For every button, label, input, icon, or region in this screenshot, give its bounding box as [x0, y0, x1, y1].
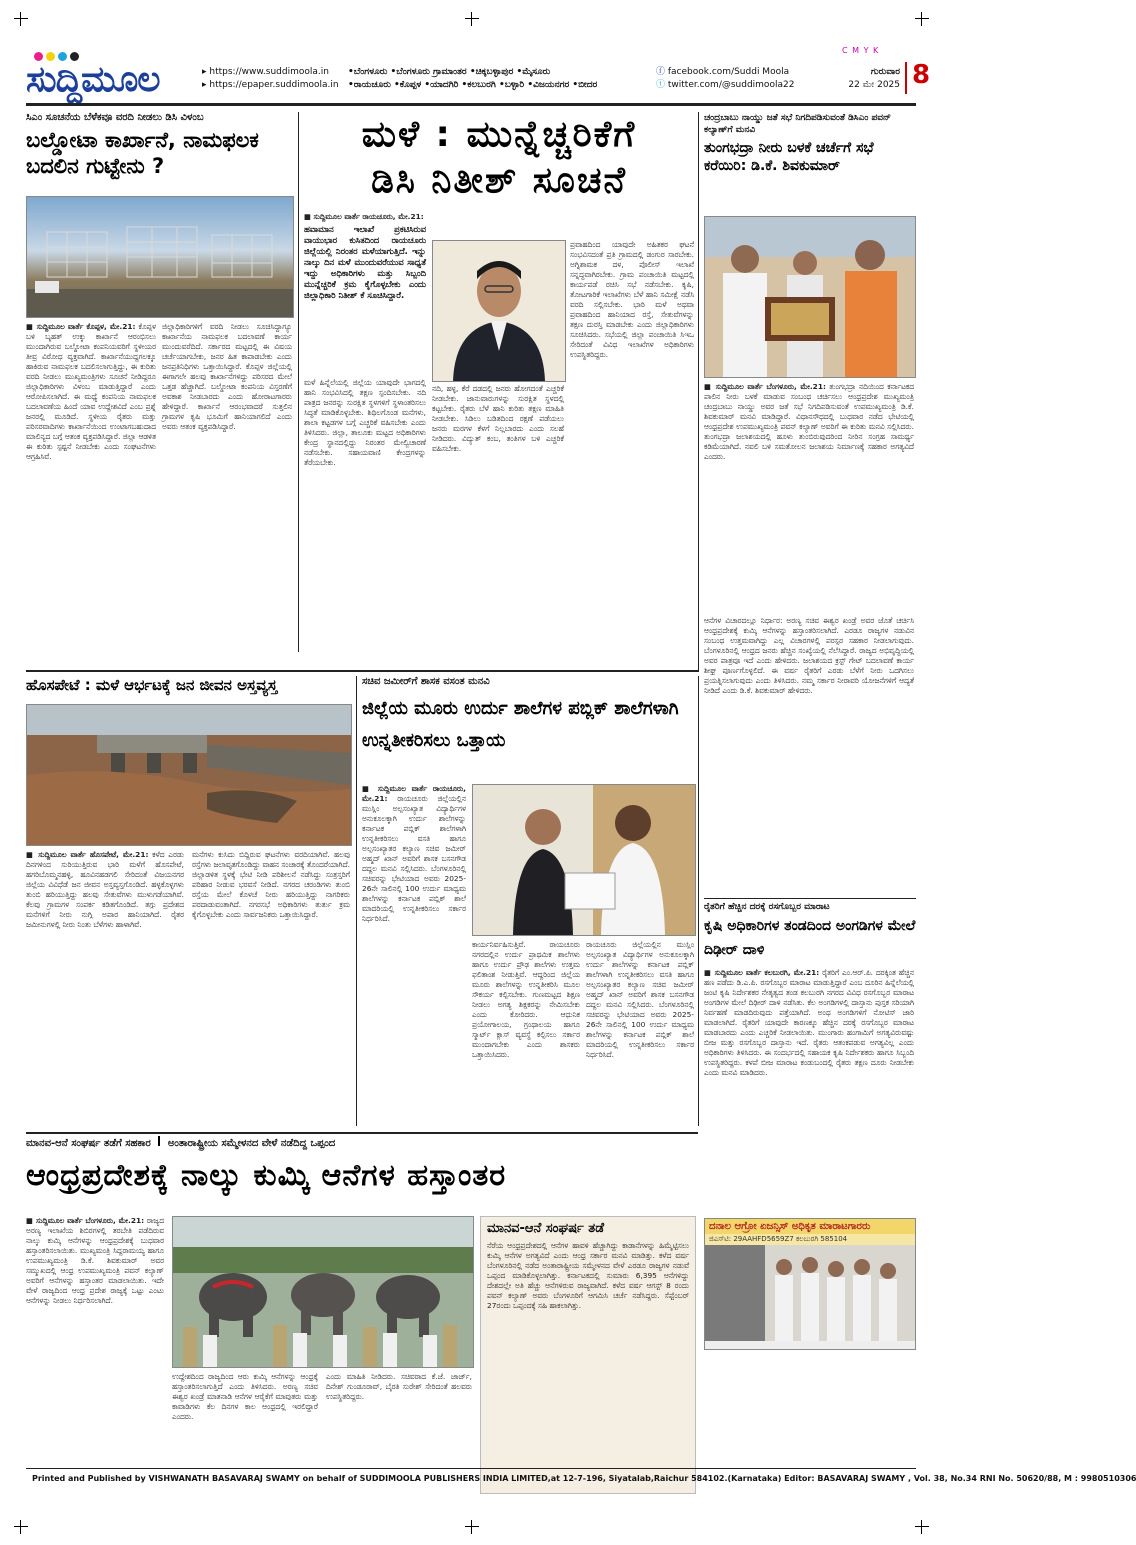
dateline: ■ ಸುದ್ದಿಮೂಲ ವಾರ್ತೆ ಹೊಸಪೇಟೆ, ಮೇ.21: — [26, 850, 149, 859]
masthead-rule — [26, 103, 916, 106]
footer-rule — [26, 1468, 916, 1469]
registration-mark — [14, 1520, 28, 1534]
registration-mark — [465, 1520, 479, 1534]
story-fertilizer-raid — [704, 898, 916, 1368]
registration-mark — [465, 12, 479, 26]
weekday: ಗುರುವಾರ — [870, 67, 900, 77]
story-text: ರೈತರಿಗೆ ಎಂ.ಆರ್.ಪಿ. ದರಕ್ಕಿಂತ ಹೆಚ್ಚಿನ ಹಣ ಪಡೆದು ಡಿ.ಎ.ಪಿ. ರಸಗೊಬ್ಬರ ಮಾರಾಟ ಮಾಡುತ್ತಿದ್ದಾರೆ ಎಂಬ ದೂರಿನ ಹಿನ್ನೆಲೆಯಲ್ಲಿ ಜಂಟಿ ಕೃಷಿ ನಿರ್ದೇಶಕರ ನೇತೃತ್ವದ ತಂಡ ಕಲಬುರಗಿ ನಗರದ ವಿವಿಧ ರಸಗೊಬ್ಬರ ಮಾರಾಟ ಅಂಗಡಿಗಳ ಮೇಲೆ ದಿಢೀರ್ ದಾಳಿ ನಡೆಸಿತು. ಕೆಲ ಅಂಗಡಿಗಳಲ್ಲಿ ದಾಸ್ತಾನು ಪುಸ್ತಕ ಸರಿಯಾಗಿ ನಿರ್ವಹಣೆ ಮಾಡದಿರುವುದು ಪತ್ತೆಯಾಗಿದೆ. ಅಂಥ ಅಂಗಡಿಗಳಿಗೆ ನೋಟಿಸ್ ಜಾರಿ ಮಾಡಲಾಗಿದೆ. ರೈತರಿಗೆ ಯಾವುದೇ ಕಾರಣಕ್ಕೂ ಹೆಚ್ಚಿನ ದರಕ್ಕೆ ರಸಗೊಬ್ಬರ ಮಾರಾಟ ಮಾಡಬಾರದು ಎಂದು ಎಚ್ಚರಿಕೆ ನೀಡಲಾಯಿತು. ಮುಂಗಾರು ಹಂಗಾಮಿಗೆ ಅಗತ್ಯವಿರುವಷ್ಟು ಬೀಜ ಮತ್ತು ರಸಗೊಬ್ಬರ ದಾಸ್ತಾನು ಇದೆ. ರೈತರು ಆತಂಕಪಡುವ ಅಗತ್ಯವಿಲ್ಲ ಎಂದು ಅಧಿಕಾರಿಗಳು ತಿಳಿಸಿದರು. ಈ ಸಂದರ್ಭದಲ್ಲಿ ಸಹಾಯಕ ಕೃಷಿ ನಿರ್ದೇಶಕರು ಹಾಗೂ ಸಿಬ್ಬಂದಿ ಉಪಸ್ಥಿತರಿದ್ದರು. ಕಳಪೆ ಬೀಜ ಮಾರಾಟ ಕಂಡುಬಂದಲ್ಲಿ ರೈತರು ತಕ್ಷಣ ದೂರು ನೀಡಬೇಕು ಎಂದು ಮನವಿ ಮಾಡಿದರು. — [704, 968, 915, 1077]
kicker: ಸಿಎಂ ಸೂಚನೆಯ ಬೆಳೆಕವೂ ವರದಿ ನೀಡಲು ಡಿಸಿ ವಿಳಂಬ — [26, 112, 204, 123]
story-text: ಕಾರ್ಯನಿರ್ವಹಿಸುತ್ತಿವೆ. ರಾಯಚೂರು ನಗರದಲ್ಲಿನ ಉರ್ದು ಪ್ರಾಥಮಿಕ ಶಾಲೆಗಳು ಹಾಗೂ ಉರ್ದು ಪ್ರೌಢ ಶಾಲೆಗಳು ಉತ್ತಮ ಫಲಿತಾಂಶ ನೀಡುತ್ತಿವೆ. ಆದ್ದರಿಂದ ಜಿಲ್ಲೆಯ ಮೂರು ಶಾಲೆಗಳನ್ನು ಉನ್ನತೀಕರಿಸಿ ಮೂಲ ಸೌಕರ್ಯ ಕಲ್ಪಿಸಬೇಕು. ಗುಣಮಟ್ಟದ ಶಿಕ್ಷಣ ನೀಡಲು ಅಗತ್ಯ ಶಿಕ್ಷಕರನ್ನು ನೇಮಿಸಬೇಕು ಎಂದು ಕೋರಿದರು. ಆಧುನಿಕ ಪ್ರಯೋಗಾಲಯ, ಗ್ರಂಥಾಲಯ ಹಾಗೂ ಸ್ಮಾರ್ಟ್ ಕ್ಲಾಸ್ ವ್ಯವಸ್ಥೆ ಕಲ್ಪಿಸಲು ಸರ್ಕಾರ ಮುಂದಾಗಬೇಕು ಎಂದು ಶಾಸಕರು ಒತ್ತಾಯಿಸಿದರು. — [472, 940, 580, 1059]
facebook-icon: ⓕ — [656, 67, 668, 77]
info-box — [480, 1216, 696, 1494]
info-box-text: ನೆರೆಯ ಆಂಧ್ರಪ್ರದೇಶದಲ್ಲಿ ಆನೆಗಳ ಹಾವಳಿ ಹೆಚ್ಚಾಗಿದ್ದು ಕಾಡಾನೆಗಳನ್ನು ಹಿಮ್ಮೆಟ್ಟಿಸಲು ಕುಮ್ಕಿ ಆನೆಗಳ ಅಗತ್ಯವಿದೆ ಎಂದು ಆಂಧ್ರ ಸರ್ಕಾರ ಮನವಿ ಮಾಡಿತ್ತು. ಕಳೆದ ವರ್ಷ ಬೆಂಗಳೂರಿನಲ್ಲಿ ನಡೆದ ಅಂತಾರಾಷ್ಟ್ರೀಯ ಸಮ್ಮೇಳನದ ವೇಳೆ ಎರಡೂ ರಾಜ್ಯಗಳ ನಡುವೆ ಒಪ್ಪಂದ ಮಾಡಿಕೊಳ್ಳಲಾಗಿತ್ತು. ಕರ್ನಾಟಕದಲ್ಲಿ ಸುಮಾರು 6,395 ಆನೆಗಳಿದ್ದು ದೇಶದಲ್ಲೇ ಅತಿ ಹೆಚ್ಚು ಆನೆಗಳಿರುವ ರಾಜ್ಯವಾಗಿದೆ. ಕಳೆದ ವರ್ಷ ಆಗಸ್ಟ್ 8 ರಂದು ಪವನ್ ಕಲ್ಯಾಣ್ ಅವರು ಬೆಂಗಳೂರಿಗೆ ಆಗಮಿಸಿ ಚರ್ಚೆ ನಡೆಸಿದ್ದರು. ಸೆಪ್ಟೆಂಬರ್ 27ರಂದು ಒಪ್ಪಂದಕ್ಕೆ ಸಹಿ ಹಾಕಲಾಗಿತ್ತು. — [487, 1241, 689, 1311]
info-box-title: ಮಾನವ-ಆನೆ ಸಂಘರ್ಷ ತಡೆ — [487, 1221, 604, 1236]
people-illustration — [705, 217, 915, 377]
epaper-link[interactable]: https://epaper.suddimoola.in — [209, 80, 339, 90]
headline: ಕೃಷಿ ಅಧಿಕಾರಿಗಳ ತಂಡದಿಂದ ಅಂಗಡಿಗಳ ಮೇಲೆ ದಿಢೀರ್ ದಾಳಿ — [704, 918, 916, 958]
headline: ಬಲ್ಡೋಟಾ ಕಾರ್ಖಾನೆ, ನಾಮಫಲಕ ಬದಲಿನ ಗುಟ್ಟೇನು ? — [26, 128, 259, 179]
story-body-col-2 — [192, 850, 350, 1120]
story-tungabhadra — [704, 112, 916, 892]
story-text: ಪ್ರವಾಹದಿಂದ ಯಾವುದೇ ಅಹಿತಕರ ಘಟನೆ ಸಂಭವಿಸದಂತೆ ಪ್ರತಿ ಗ್ರಾಮದಲ್ಲಿ ಡಂಗುರ ಸಾರಬೇಕು. ಅಗ್ನಿಶಾಮಕ ದಳ, ಪೊಲೀಸ್ ಇಲಾಖೆ ಸನ್ನದ್ಧವಾಗಿರಬೇಕು. ಗ್ರಾಮ ಪಂಚಾಯಿತಿ ಮಟ್ಟದಲ್ಲಿ ಕಾರ್ಯಪಡೆ ರಚಿಸಿ ಸಭೆ ನಡೆಸಬೇಕು. ಕೃಷಿ, ತೋಟಗಾರಿಕೆ ಇಲಾಖೆಗಳು ಬೆಳೆ ಹಾನಿ ಸಮೀಕ್ಷೆ ನಡೆಸಿ ವರದಿ ಸಲ್ಲಿಸಬೇಕು. ಭಾರಿ ಮಳೆ ಅಥವಾ ಪ್ರವಾಹದಿಂದ ಹಾನಿಯಾದ ರಸ್ತೆ, ಸೇತುವೆಗಳನ್ನು ತಕ್ಷಣ ದುರಸ್ತಿ ಮಾಡಬೇಕು ಎಂದು ಜಿಲ್ಲಾಧಿಕಾರಿಗಳು ಸೂಚಿಸಿದರು. ಸಭೆಯಲ್ಲಿ ಜಿಲ್ಲಾ ಪಂಚಾಯಿತಿ ಸಿಇಒ ಸೇರಿದಂತೆ ವಿವಿಧ ಇಲಾಖೆಗಳ ಅಧಿಕಾರಿಗಳು ಉಪಸ್ಥಿತರಿದ್ದರು. — [570, 240, 694, 359]
story-text: ರಾಯಚೂರು ಜಿಲ್ಲೆಯಲ್ಲಿನ ಮುಸ್ಲಿಂ ಅಲ್ಪಸಂಖ್ಯಾತ ವಿದ್ಯಾರ್ಥಿಗಳ ಅನುಕೂಲಕ್ಕಾಗಿ ಉರ್ದು ಶಾಲೆಗಳನ್ನು ಕರ್ನಾಟಕ ಪಬ್ಲಿಕ್ ಶಾಲೆಗಳಾಗಿ ಉನ್ನತೀಕರಿಸಲು ವಸತಿ ಹಾಗೂ ಅಲ್ಪಸಂಖ್ಯಾತರ ಕಲ್ಯಾಣ ಸಚಿವ ಜಮೀರ್ ಅಹ್ಮದ್ ಖಾನ್ ಅವರಿಗೆ ಶಾಸಕ ಬಸನಗೌಡ ದದ್ದಲ ಮನವಿ ಸಲ್ಲಿಸಿದರು. ಬೆಂಗಳೂರಿನಲ್ಲಿ ಸಚಿವರನ್ನು ಭೇಟಿಯಾದ ಅವರು 2025-26ನೇ ಸಾಲಿನಲ್ಲಿ 100 ಉರ್ದು ಮಾಧ್ಯಮ ಶಾಲೆಗಳನ್ನು ಕರ್ನಾಟಕ ಪಬ್ಲಿಕ್ ಶಾಲೆ ಮಾದರಿಯಲ್ಲಿ ಉನ್ನತೀಕರಿಸಲು ಸರ್ಕಾರ ನಿರ್ಧರಿಸಿದೆ. — [586, 940, 694, 1059]
story-text: ಕಳೆದ ಎರಡು ದಿನಗಳಿಂದ ಸುರಿಯುತ್ತಿರುವ ಭಾರಿ ಮಳೆಗೆ ಹೊಸಪೇಟೆ, ಹಗರಿಬೊಮ್ಮನಹಳ್ಳಿ, ಹೂವಿನಹಡಗಲಿ ಸೇರಿದಂತೆ ವಿಜಯನಗರ ಜಿಲ್ಲೆಯ ವಿವಿಧೆಡೆ ಜನ ಜೀವನ ಅಸ್ತವ್ಯಸ್ತಗೊಂಡಿದೆ. ಹಳ್ಳಕೊಳ್ಳಗಳು ತುಂಬಿ ಹರಿಯುತ್ತಿದ್ದು ಹಲವು ಸೇತುವೆಗಳು ಮುಳುಗಡೆಯಾಗಿವೆ. ಕೆಲವು ಗ್ರಾಮಗಳ ಸಂಪರ್ಕ ಕಡಿತಗೊಂಡಿದೆ. ತಗ್ಗು ಪ್ರದೇಶದ ಮನೆಗಳಿಗೆ ನೀರು ನುಗ್ಗಿ ಅಪಾರ ಹಾನಿಯಾಗಿದೆ. ರೈತರ ಜಮೀನುಗಳಲ್ಲಿ ನೀರು ನಿಂತು ಬೆಳೆಗಳು ಹಾಳಾಗಿವೆ. — [26, 850, 184, 929]
story-urdu-schools — [362, 676, 696, 1126]
dateline: ■ ಸುದ್ದಿಮೂಲ ವಾರ್ತೆ ರಾಯಚೂರು, ಮೇ.21: — [362, 784, 466, 803]
imprint-line: Printed and Published by VISHWANATH BASAVARAJ SWAMY on behalf of SUDDIMOOLA PUBLISHERS INDIA LIMITED,at 12-7-196, Siyatalab,Raichur 584102.(Karnataka) Editor: BASAVARAJ SWAMY , Vol. 38, No.34 RNI No. 50620/88, M : 9980510306 — [32, 1474, 1136, 1483]
twitter-link[interactable]: twitter.com/@suddimoola22 — [667, 80, 795, 90]
dateline: ■ ಸುದ್ದಿಮೂಲ ವಾರ್ತೆ ಕೊಪ್ಪಳ, ಮೇ.21: — [26, 322, 136, 331]
date: 22 ಮೇ 2025 — [848, 80, 900, 90]
web-links — [202, 66, 339, 92]
shop-signboard: ದನಾಲ ಆಗ್ರೋ ಏಜನ್ಸಿಸ್ ಅಧಿಕೃತ ಮಾರಾಟಗಾರರು — [705, 1219, 915, 1234]
story-text: ಆನೆಗಳ ವಿಚಾರದಲ್ಲೂ ನಿರ್ಧಾರ: ಅರಣ್ಯ ಸಚಿವ ಈಶ್ವರ ಖಂಡ್ರೆ ಅವರ ಜೊತೆ ಚರ್ಚಿಸಿ ಆಂಧ್ರಪ್ರದೇಶಕ್ಕೆ ಕುಮ್ಕಿ ಆನೆಗಳನ್ನು ಹಸ್ತಾಂತರಿಸಲಾಗಿದೆ. ಎರಡೂ ರಾಜ್ಯಗಳ ನಡುವಿನ ಸಂಬಂಧ ಉತ್ತಮವಾಗಿದ್ದು ಎಲ್ಲ ವಿಚಾರಗಳಲ್ಲಿ ಪರಸ್ಪರ ಸಹಕಾರ ನೀಡಲಾಗುವುದು. ಬೆಂಗಳೂರಿನಲ್ಲಿ ಆಂಧ್ರದ ಜನರು ಹೆಚ್ಚಿನ ಸಂಖ್ಯೆಯಲ್ಲಿ ನೆಲೆಸಿದ್ದಾರೆ. ರಾಜ್ಯದ ಅಭಿವೃದ್ಧಿಯಲ್ಲಿ ಅವರ ಪಾತ್ರವೂ ಇದೆ ಎಂದು ಹೇಳಿದರು. ಜಲಾಶಯದ ಕ್ರಸ್ಟ್ ಗೇಟ್ ಬದಲಾವಣೆ ಕಾರ್ಯ ಶೀಘ್ರ ಪೂರ್ಣಗೊಳ್ಳಲಿದೆ. ಈ ವರ್ಷ ರೈತರಿಗೆ ಎರಡು ಬೆಳೆಗೆ ನೀರು ಒದಗಿಸಲು ಪ್ರಯತ್ನಿಸಲಾಗುವುದು ಎಂದು ತಿಳಿಸಿದರು. ನಮ್ಮ ಸರ್ಕಾರ ನೀರಾವರಿ ಯೋಜನೆಗಳಿಗೆ ಆದ್ಯತೆ ನೀಡಿದೆ ಎಂದು ಡಿ.ಕೆ. ಶಿವಕುಮಾರ್ ಹೇಳಿದರು. — [704, 616, 914, 695]
story-hospet — [26, 676, 352, 1126]
meeting-photo — [704, 216, 916, 378]
city-editions — [348, 66, 597, 92]
lead-col-2 — [432, 384, 564, 644]
dateline: ■ ಸುದ್ದಿಮೂಲ ವಾರ್ತೆ ಕಲಬುರಗಿ, ಮೇ.21: — [704, 968, 820, 977]
section-rule — [26, 1132, 698, 1134]
story-body-col-1 — [26, 850, 184, 1120]
story-body-col-2 — [172, 1372, 318, 1490]
registration-mark — [14, 12, 28, 26]
column-rule — [698, 676, 699, 1126]
social-links — [656, 66, 794, 92]
page-number: 8 — [912, 60, 931, 90]
factory-scaffold-illustration — [27, 197, 293, 317]
story-text: ತುಂಗಭದ್ರಾ ನದಿಯಿಂದ ಕರ್ನಾಟಕದ ಪಾಲಿನ ನೀರು ಬಳಕೆ ಮಾಡುವ ಸಂಬಂಧ ಚರ್ಚಿಸಲು ಆಂಧ್ರಪ್ರದೇಶ ಮುಖ್ಯಮಂತ್ರಿ ಚಂದ್ರಬಾಬು ನಾಯ್ಡು ಅವರ ಜತೆ ಸಭೆ ನಿಗದಿಪಡಿಸುವಂತೆ ಉಪಮುಖ್ಯಮಂತ್ರಿ ಡಿ.ಕೆ. ಶಿವಕುಮಾರ್ ಮನವಿ ಮಾಡಿದ್ದಾರೆ. ವಿಧಾನಸೌಧದಲ್ಲಿ ಬುಧವಾರ ನಡೆದ ಭೇಟಿಯಲ್ಲಿ ಆಂಧ್ರಪ್ರದೇಶ ಉಪಮುಖ್ಯಮಂತ್ರಿ ಪವನ್ ಕಲ್ಯಾಣ್ ಅವರಿಗೆ ಈ ಕುರಿತು ಮನವಿ ಸಲ್ಲಿಸಿದರು. ತುಂಗಭದ್ರಾ ಜಲಾಶಯದಲ್ಲಿ ಹೂಳು ತುಂಬಿರುವುದರಿಂದ ನೀರಿನ ಸಂಗ್ರಹ ಸಾಮರ್ಥ್ಯ ಕಡಿಮೆಯಾಗಿದೆ. ನವಲಿ ಬಳಿ ಸಮತೋಲನ ಜಲಾಶಯ ನಿರ್ಮಾಣಕ್ಕೆ ಸಹಕಾರ ಅಗತ್ಯವಿದೆ ಎಂದರು. — [704, 382, 914, 461]
dateline: ■ ಸುದ್ದಿಮೂಲ ವಾರ್ತೆ ಬೆಂಗಳೂರು, ಮೇ.21: — [26, 1216, 145, 1225]
officials-illustration — [705, 1245, 915, 1341]
column-rule — [698, 112, 699, 672]
shop-photo — [704, 1218, 916, 1350]
city-row-1: •ಬೆಂಗಳೂರು •ಬೆಂಗಳೂರು ಗ್ರಾಮಾಂತರ •ಚಿಕ್ಕಬಳ್ಳಾಪುರ •ಮೈಸೂರು — [348, 67, 551, 77]
elephants-handover-photo — [172, 1216, 474, 1368]
story-body-col-3 — [586, 940, 694, 1120]
story-baldota — [26, 112, 294, 652]
story-text: ಜಿಲ್ಲಾಧಿಕಾರಿಗಳಿಗೆ ವರದಿ ನೀಡಲು ಸೂಚಿಸಿದ್ದಾಗ್ಯೂ ಕಾರ್ಖಾನೆಯ ನಾಮಫಲಕ ಬದಲಾವಣೆ ಕಾರ್ಯ ಮುಂದುವರೆದಿದೆ. ಸರ್ಕಾರದ ಮಟ್ಟದಲ್ಲಿ ಈ ವಿಷಯ ಚರ್ಚೆಯಾಗಬೇಕು, ಜನರ ಹಿತ ಕಾಪಾಡಬೇಕು ಎಂದು ಜನಪ್ರತಿನಿಧಿಗಳು ಒತ್ತಾಯಿಸಿದ್ದಾರೆ. ಕೊಪ್ಪಳ ಜಿಲ್ಲೆಯಲ್ಲಿ ಈಗಾಗಲೇ ಹಲವು ಕಾರ್ಖಾನೆಗಳಿದ್ದು ಪರಿಸರದ ಮೇಲೆ ಒತ್ತಡ ಹೆಚ್ಚಾಗಿದೆ. ಬಲ್ಡೋಟಾ ಕಂಪನಿಯ ವಿಸ್ತರಣೆಗೆ ಅವಕಾಶ ನೀಡಬಾರದು ಎಂದು ಹೋರಾಟಗಾರರು ಹೇಳಿದ್ದಾರೆ. ಕಾರ್ಖಾನೆ ಆರಂಭವಾದರೆ ಸುತ್ತಲಿನ ಗ್ರಾಮಗಳ ಕೃಷಿ ಭೂಮಿಗೆ ಹಾನಿಯಾಗಲಿದೆ ಎಂದು ಅವರು ಆತಂಕ ವ್ಯಕ್ತಪಡಿಸಿದ್ದಾರೆ. — [162, 322, 292, 431]
headline: ತುಂಗಭದ್ರಾ ನೀರು ಬಳಕೆ ಚರ್ಚೆಗೆ ಸಭೆ ಕರೆಯಿರಿ: ಡಿ.ಕೆ. ಶಿವಕುಮಾರ್ — [704, 140, 874, 174]
headline-line-1: ಮಳೆ : ಮುನ್ನೆಚ್ಚರಿಕೆಗೆ — [361, 114, 637, 155]
headline: ಆಂಧ್ರಪ್ರದೇಶಕ್ಕೆ ನಾಲ್ಕು ಕುಮ್ಕಿ ಆನೆಗಳ ಹಸ್ತಾಂತರ — [26, 1158, 507, 1193]
people-illustration — [473, 785, 695, 935]
story-body-col-3 — [326, 1372, 472, 1490]
kicker-left: ಮಾನವ-ಆನೆ ಸಂಘರ್ಷ ತಡೆಗೆ ಸಹಕಾರ — [26, 1138, 151, 1149]
headline: ಹೊಸಪೇಟೆ : ಮಳೆ ಆರ್ಭಟಕ್ಕೆ ಜನ ಜೀವನ ಅಸ್ತವ್ಯಸ್ತ — [26, 676, 278, 694]
headline-line-2: ಡಿಸಿ ನಿತೀಶ್ ಸೂಚನೆ — [371, 160, 627, 201]
lead-intro: ಹವಾಮಾನ ಇಲಾಖೆ ಪ್ರಕಟಿಸಿರುವ ವಾಯುಭಾರ ಕುಸಿತದಿಂದ ರಾಯಚೂರು ಜಿಲ್ಲೆಯಲ್ಲಿ ನಿರಂತರ ಮಳೆಯಾಗುತ್ತಿದೆ. ಇನ್ನು ನಾಲ್ಕು ದಿನ ಮಳೆ ಮುಂದುವರೆಯುವ ಸಾಧ್ಯತೆ ಇದ್ದು ಅಧಿಕಾರಿಗಳು ಮತ್ತು ಸಿಬ್ಬಂದಿ ಮುನ್ನೆಚ್ಚರಿಕೆ ಕ್ರಮ ಕೈಗೊಳ್ಳಬೇಕು ಎಂದು ಜಿಲ್ಲಾಧಿಕಾರಿ ನಿತೀಶ್ ಕೆ ಸೂಚಿಸಿದ್ದಾರೆ. — [304, 224, 426, 300]
kicker: ರೈತರಿಗೆ ಹೆಚ್ಚಿನ ದರಕ್ಕೆ ರಸಗೊಬ್ಬರ ಮಾರಾಟ — [704, 902, 830, 912]
dc-portrait-photo — [432, 240, 566, 382]
registration-mark — [915, 12, 929, 26]
story-kumki-elephants — [26, 1136, 698, 1496]
website-link[interactable]: https://www.suddimoola.in — [209, 67, 329, 77]
dateline: ■ ಸುದ್ದಿಮೂಲ ವಾರ್ತೆ ಬೆಂಗಳೂರು, ಮೇ.21: — [704, 382, 826, 391]
column-rule — [298, 112, 299, 652]
flood-photo — [26, 704, 352, 846]
headline: ಜಿಲ್ಲೆಯ ಮೂರು ಉರ್ದು ಶಾಲೆಗಳ ಪಬ್ಲಿಕ್ ಶಾಲೆಗಳಾಗಿ ಉನ್ನತೀಕರಿಸಲು ಒತ್ತಾಯ — [362, 698, 679, 751]
story-body — [704, 382, 914, 872]
story-body-col-1 — [26, 322, 156, 644]
facebook-link[interactable]: facebook.com/Suddi Moola — [667, 67, 790, 77]
shop-signboard-sub: ಜಿಎಸ್‌ಟಿ: 29AAHFD5659Z7 ಕಲಬುರಗಿ 585104 — [705, 1234, 915, 1245]
logo: ಸುದ್ದಿಮೂಲ — [26, 58, 160, 100]
kicker — [26, 1136, 698, 1149]
kicker: ಚಂದ್ರಬಾಬು ನಾಯ್ಡು ಜತೆ ಸಭೆ ನಿಗದಿಪಡಿಸುವಂತೆ ಡಿಸಿಎಂ ಪವನ್ ಕಲ್ಯಾಣ್‌ಗೆ ಮನವಿ — [704, 113, 891, 135]
story-text: ಉದ್ದೇಶದಿಂದ ರಾಜ್ಯದಿಂದ ಆರು ಕುಮ್ಕಿ ಆನೆಗಳನ್ನು ಆಂಧ್ರಕ್ಕೆ ಹಸ್ತಾಂತರಿಸಲಾಗುತ್ತಿದೆ ಎಂದು ತಿಳಿಸಿದರು. ಅರಣ್ಯ ಸಚಿವ ಈಶ್ವರ ಖಂಡ್ರೆ ಮಾತನಾಡಿ ಆನೆಗಳ ಆರೈಕೆಗೆ ಮಾವುತರು ಮತ್ತು ಕಾವಾಡಿಗಳು ಕೆಲ ದಿನಗಳ ಕಾಲ ಆಂಧ್ರದಲ್ಲಿ ಇರಲಿದ್ದಾರೆ ಎಂದರು. — [172, 1372, 318, 1421]
story-rain-lead — [304, 112, 694, 657]
kicker-divider — [158, 1136, 160, 1146]
globe-icon: ▸ — [202, 80, 210, 90]
story-text: ರಾಯಚೂರು ಜಿಲ್ಲೆಯಲ್ಲಿನ ಮುಸ್ಲಿಂ ಅಲ್ಪಸಂಖ್ಯಾತ ವಿದ್ಯಾರ್ಥಿಗಳ ಅನುಕೂಲಕ್ಕಾಗಿ ಉರ್ದು ಶಾಲೆಗಳನ್ನು ಕರ್ನಾಟಕ ಪಬ್ಲಿಕ್ ಶಾಲೆಗಳಾಗಿ ಉನ್ನತೀಕರಿಸಲು ವಸತಿ ಹಾಗೂ ಅಲ್ಪಸಂಖ್ಯಾತರ ಕಲ್ಯಾಣ ಸಚಿವ ಜಮೀರ್ ಅಹ್ಮದ್ ಖಾನ್ ಅವರಿಗೆ ಶಾಸಕ ಬಸನಗೌಡ ದದ್ದಲ ಮನವಿ ಸಲ್ಲಿಸಿದರು. ಬೆಂಗಳೂರಿನಲ್ಲಿ ಸಚಿವರನ್ನು ಭೇಟಿಯಾದ ಅವರು 2025-26ನೇ ಸಾಲಿನಲ್ಲಿ 100 ಉರ್ದು ಮಾಧ್ಯಮ ಶಾಲೆಗಳನ್ನು ಕರ್ನಾಟಕ ಪಬ್ಲಿಕ್ ಶಾಲೆ ಮಾದರಿಯಲ್ಲಿ ಉನ್ನತೀಕರಿಸಲು ಸರ್ಕಾರ ನಿರ್ಧರಿಸಿದೆ. — [362, 794, 466, 923]
story-text: ಎಂದು ಮಾಹಿತಿ ನೀಡಿದರು. ಸಚಿವರಾದ ಕೆ.ಜೆ. ಜಾರ್ಜ್, ದಿನೇಶ್ ಗುಂಡೂರಾವ್, ಬೈರತಿ ಸುರೇಶ್ ಸೇರಿದಂತೆ ಹಲವರು ಉಪಸ್ಥಿತರಿದ್ದರು. — [326, 1372, 472, 1401]
lead-col-1 — [304, 212, 426, 658]
section-rule — [26, 670, 698, 672]
person-illustration — [433, 241, 565, 381]
minister-meeting-photo — [472, 784, 696, 936]
story-text: ಮನೆಗಳು ಕುಸಿದು ಬಿದ್ದಿರುವ ಘಟನೆಗಳು ವರದಿಯಾಗಿವೆ. ಹಲವು ರಸ್ತೆಗಳು ಜಲಾವೃತಗೊಂಡಿದ್ದು ವಾಹನ ಸಂಚಾರಕ್ಕೆ ತೊಂದರೆಯಾಗಿದೆ. ಜಿಲ್ಲಾಡಳಿತ ಸ್ಥಳಕ್ಕೆ ಭೇಟಿ ನೀಡಿ ಪರಿಶೀಲನೆ ನಡೆಸಿದ್ದು ಸಂತ್ರಸ್ತರಿಗೆ ಪರಿಹಾರ ನೀಡುವ ಭರವಸೆ ನೀಡಿದೆ. ನಗರದ ಚರಂಡಿಗಳು ತುಂಬಿ ರಸ್ತೆಯ ಮೇಲೆ ಕೊಳಚೆ ನೀರು ಹರಿಯುತ್ತಿದ್ದು ನಾಗರಿಕರು ಪರದಾಡುವಂತಾಗಿದೆ. ನಗರಸಭೆ ಅಧಿಕಾರಿಗಳು ತುರ್ತು ಕ್ರಮ ಕೈಗೊಳ್ಳಬೇಕು ಎಂದು ಸಾರ್ವಜನಿಕರು ಒತ್ತಾಯಿಸಿದ್ದಾರೆ. — [192, 850, 350, 919]
factory-photo — [26, 196, 294, 318]
masthead — [26, 58, 931, 100]
story-body — [704, 968, 914, 1214]
story-text: ರಾಜ್ಯದ ಅರಣ್ಯ ಇಲಾಖೆಯ ಶಿಬಿರಗಳಲ್ಲಿ ತರಬೇತಿ ಪಡೆದಿರುವ ನಾಲ್ಕು ಕುಮ್ಕಿ ಆನೆಗಳನ್ನು ಆಂಧ್ರಪ್ರದೇಶಕ್ಕೆ ಬುಧವಾರ ಹಸ್ತಾಂತರಿಸಲಾಯಿತು. ಮುಖ್ಯಮಂತ್ರಿ ಸಿದ್ದರಾಮಯ್ಯ ಹಾಗೂ ಉಪಮುಖ್ಯಮಂತ್ರಿ ಡಿ.ಕೆ. ಶಿವಕುಮಾರ್ ಅವರ ಸಮ್ಮುಖದಲ್ಲಿ ಆಂಧ್ರ ಉಪಮುಖ್ಯಮಂತ್ರಿ ಪವನ್ ಕಲ್ಯಾಣ್ ಅವರಿಗೆ ಆನೆಗಳನ್ನು ಹಸ್ತಾಂತರ ಮಾಡಲಾಯಿತು. ಇದೇ ವೇಳೆ ರಾಜ್ಯದಿಂದ ಆಂಧ್ರ ಪ್ರದೇಶ ರಾಜ್ಯಕ್ಕೆ ಒಟ್ಟು ಎಂಟು ಆನೆಗಳನ್ನು ನೀಡಲು ನಿರ್ಧರಿಸಲಾಗಿದೆ. — [26, 1216, 164, 1305]
story-body-col-2 — [162, 322, 292, 644]
story-text: ಕೊಪ್ಪಳ ಬಳಿ ಬೃಹತ್ ಉಕ್ಕು ಕಾರ್ಖಾನೆ ಆರಂಭಿಸಲು ಮುಂದಾಗಿರುವ ಬಲ್ಡೋಟಾ ಕಂಪನಿಯವರಿಗೆ ಸ್ಥಳೀಯರ ತೀವ್ರ ವಿರೋಧ ವ್ಯಕ್ತವಾಗಿದೆ. ಕಾರ್ಖಾನೆಯುದ್ದಗಲಕ್ಕೂ ಹಾಕಿರುವ ನಾಮಫಲಕ ಬದಲಿಸಲಾಗುತ್ತಿದ್ದು, ಈ ಕುರಿತು ವರದಿ ನೀಡಲು ಮುಖ್ಯಮಂತ್ರಿಗಳು ಸೂಚನೆ ನೀಡಿದ್ದರೂ ಜಿಲ್ಲಾಧಿಕಾರಿಗಳು ವಿಳಂಬ ಮಾಡುತ್ತಿದ್ದಾರೆ ಎಂದು ಆರೋಪಿಸಲಾಗಿದೆ. ಈ ಮಧ್ಯೆ ಕಂಪನಿಯ ನಾಮಫಲಕ ಬದಲಾವಣೆಯ ಹಿಂದೆ ಯಾವ ಉದ್ದೇಶವಿದೆ ಎಂಬ ಪ್ರಶ್ನೆ ಜನರಲ್ಲಿ ಮೂಡಿದೆ. ಸ್ಥಳೀಯ ರೈತರು ಮತ್ತು ಪರಿಸರವಾದಿಗಳು ಕಾರ್ಖಾನೆಯಿಂದ ಉಂಟಾಗಬಹುದಾದ ಮಾಲಿನ್ಯದ ಬಗ್ಗೆ ಆತಂಕ ವ್ಯಕ್ತಪಡಿಸಿದ್ದಾರೆ. ಜಿಲ್ಲಾ ಆಡಳಿತ ಈ ಕುರಿತು ಸ್ಪಷ್ಟನೆ ನೀಡಬೇಕು ಎಂದು ಸಂಘಟನೆಗಳು ಆಗ್ರಹಿಸಿವೆ. — [26, 322, 157, 461]
flood-bridge-illustration — [27, 705, 351, 845]
kicker: ಸಚಿವ ಜಮೀರ್‌ಗೆ ಶಾಸಕ ವಸಂತ ಮನವಿ — [362, 676, 490, 687]
issue-date — [840, 66, 900, 92]
cmyk-label: C M Y K — [842, 46, 880, 55]
story-body-col-1 — [26, 1216, 164, 1492]
column-rule — [356, 676, 357, 1126]
page-number-rule — [905, 62, 907, 94]
lead-col-3 — [570, 240, 694, 644]
story-body-col-2 — [472, 940, 580, 1120]
elephants-illustration — [173, 1217, 473, 1367]
registration-mark — [915, 1520, 929, 1534]
story-body-col-1 — [362, 784, 466, 1120]
globe-icon: ▸ — [202, 67, 210, 77]
dateline: ■ ಸುದ್ದಿಮೂಲ ವಾರ್ತೆ ರಾಯಚೂರು, ಮೇ.21: — [304, 212, 424, 221]
city-row-2: •ರಾಯಚೂರು •ಕೊಪ್ಪಳ •ಯಾದಗಿರಿ •ಕಲಬುರಗಿ •ಬಳ್ಳಾರಿ •ವಿಜಯನಗರ •ಬೀದರ — [348, 80, 598, 90]
kicker-right: ಅಂತಾರಾಷ್ಟ್ರೀಯ ಸಮ್ಮೇಳನದ ವೇಳೆ ನಡೆದಿದ್ದ ಒಪ್ಪಂದ — [167, 1138, 336, 1149]
section-rule — [704, 898, 916, 899]
story-text: ಮಳೆ ಹಿನ್ನೆಲೆಯಲ್ಲಿ ಜಿಲ್ಲೆಯ ಯಾವುದೇ ಭಾಗದಲ್ಲಿ ಹಾನಿ ಸಂಭವಿಸಿದಲ್ಲಿ ತಕ್ಷಣ ಸ್ಪಂದಿಸಬೇಕು. ನದಿ ಪಾತ್ರದ ಜನರನ್ನು ಸುರಕ್ಷಿತ ಸ್ಥಳಗಳಿಗೆ ಸ್ಥಳಾಂತರಿಸಲು ಸಿದ್ಧತೆ ಮಾಡಿಕೊಳ್ಳಬೇಕು. ಶಿಥಿಲಗೊಂಡ ಮನೆಗಳು, ಶಾಲಾ ಕಟ್ಟಡಗಳ ಬಗ್ಗೆ ಎಚ್ಚರಿಕೆ ವಹಿಸಬೇಕು ಎಂದು ತಿಳಿಸಿದರು. ಜಿಲ್ಲಾ, ತಾಲೂಕು ಮಟ್ಟದ ಅಧಿಕಾರಿಗಳು ಕೇಂದ್ರ ಸ್ಥಾನದಲ್ಲಿದ್ದು ನಿರಂತರ ಮೇಲ್ವಿಚಾರಣೆ ನಡೆಸಬೇಕು. ಸಹಾಯವಾಣಿ ಕೇಂದ್ರಗಳನ್ನು ತೆರೆಯಬೇಕು. — [304, 378, 426, 467]
twitter-icon: ⓣ — [656, 80, 668, 90]
story-text: ನದಿ, ಹಳ್ಳ, ಕೆರೆ ದಡದಲ್ಲಿ ಜನರು ಹೋಗದಂತೆ ಎಚ್ಚರಿಕೆ ನೀಡಬೇಕು. ಜಾನುವಾರುಗಳನ್ನು ಸುರಕ್ಷಿತ ಸ್ಥಳದಲ್ಲಿ ಕಟ್ಟಬೇಕು. ರೈತರು ಬೆಳೆ ಹಾನಿ ಕುರಿತು ತಕ್ಷಣ ಮಾಹಿತಿ ನೀಡಬೇಕು. ಸಿಡಿಲು ಬಡಿತದಿಂದ ರಕ್ಷಣೆ ಪಡೆಯಲು ಜನರು ಮರಗಳ ಕೆಳಗೆ ನಿಲ್ಲಬಾರದು ಎಂದು ಸಲಹೆ ನೀಡಿದರು. ವಿದ್ಯುತ್ ಕಂಬ, ತಂತಿಗಳ ಬಳಿ ಎಚ್ಚರಿಕೆ ವಹಿಸಬೇಕು. — [432, 384, 564, 453]
